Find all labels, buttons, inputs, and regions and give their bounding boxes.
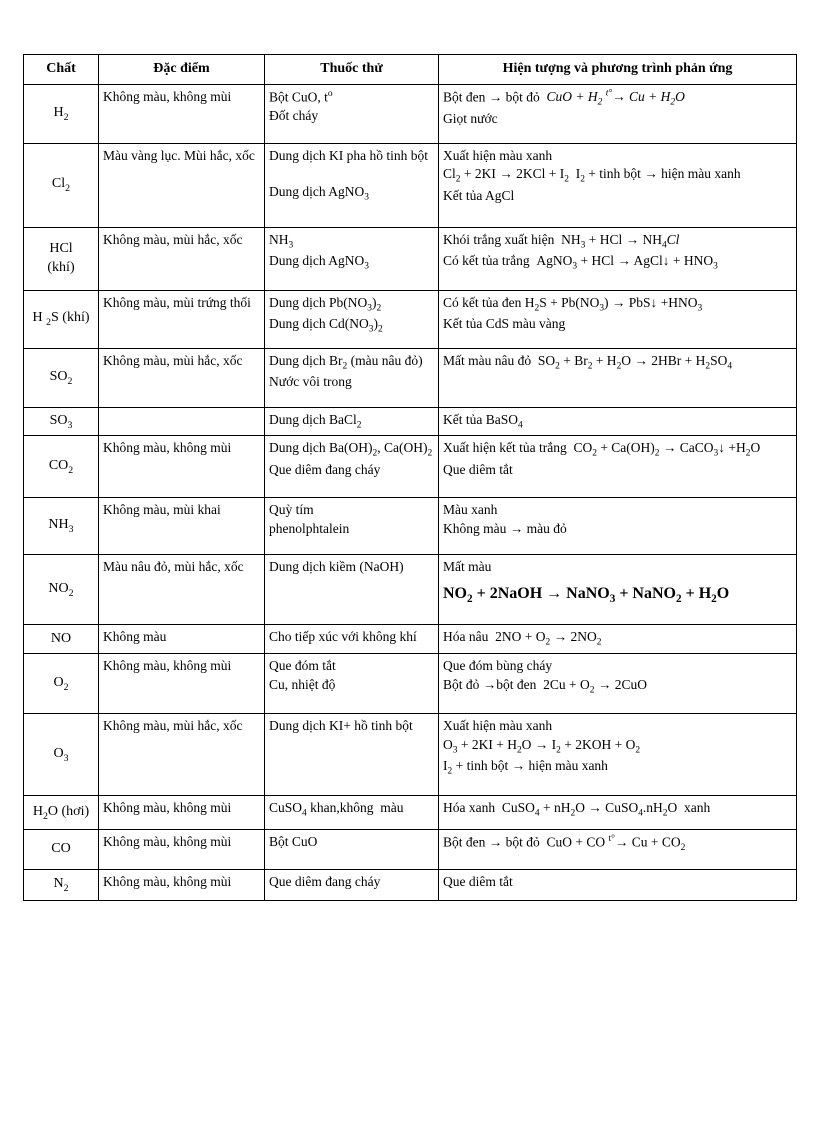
cell-hien-tuong xyxy=(439,84,797,143)
header-hien-tuong: Hiện tượng và phương trình phản ứng xyxy=(439,55,797,85)
table-row xyxy=(24,555,797,625)
phenomenon-line: Kết tủa CdS màu vàng xyxy=(443,316,566,332)
reagent-line: Dung dịch AgNO$_3$ xyxy=(269,184,369,204)
table-header-row xyxy=(24,55,797,85)
phenomenon-line: Bột đen → bột đỏ CuO + $H_2$ $^{t^\circ}\to Cu + H_2O$ xyxy=(443,88,685,109)
header-thuoc-thu: Thuốc thử xyxy=(265,55,439,85)
reagent-line: Cho tiếp xúc với không khí xyxy=(269,629,417,645)
cell-thuoc-thu xyxy=(265,498,439,555)
cell-chat: $NO_2$ xyxy=(24,555,99,625)
cell-dac-diem: Không màu, không mùi xyxy=(99,654,265,714)
phenomenon-line: Bột đỏ →bột đen $2Cu + O_2 \to 2CuO$ xyxy=(443,676,647,696)
cell-hien-tuong xyxy=(439,830,797,870)
table-row xyxy=(24,830,797,870)
table-row xyxy=(24,654,797,714)
reagent-line: Bột CuO xyxy=(269,834,318,850)
cell-hien-tuong xyxy=(439,407,797,435)
phenomenon-line: $I_2$ + tinh bột → hiện màu xanh xyxy=(443,757,608,777)
cell-dac-diem: Không màu, không mùi xyxy=(99,84,265,143)
cell-chat: $SO_2$ xyxy=(24,348,99,407)
cell-hien-tuong xyxy=(439,654,797,714)
table-row xyxy=(24,498,797,555)
cell-dac-diem: Không màu, mùi khai xyxy=(99,498,265,555)
reagent-line: Cu, nhiệt độ xyxy=(269,676,336,692)
table-row xyxy=(24,84,797,143)
cell-dac-diem: Không màu xyxy=(99,625,265,654)
reagent-line: Dung dịch AgNO$_3$ xyxy=(269,253,369,273)
cell-hien-tuong xyxy=(439,625,797,654)
phenomenon-line: $NO_2$ + 2NaOH → NaNO$_3$ + NaNO$_2$ + $H_2O$ xyxy=(443,584,730,605)
phenomenon-line: Màu xanh xyxy=(443,502,498,518)
phenomenon-line: $O_3 + 2KI + H_2O \to I_2 + 2KOH + O_2$ xyxy=(443,736,641,756)
phenomenon-line: Que diêm tắt xyxy=(443,461,513,477)
phenomenon-line: Hóa nâu $2NO + O_2 \to 2NO_2$ xyxy=(443,629,602,649)
phenomenon-line: Xuất hiện kết tủa trắng $CO_2 + Ca(OH)_2$ → CaCO$_3$↓ $+H_2O$ xyxy=(443,440,761,460)
reagent-line: Đốt cháy xyxy=(269,107,319,123)
reagent-line: Dung dịch KI pha hồ tinh bột xyxy=(269,147,428,163)
reagent-line: phenolphtalein xyxy=(269,520,350,536)
cell-thuoc-thu xyxy=(265,870,439,901)
cell-dac-diem: Không màu, mùi hắc, xốc xyxy=(99,227,265,290)
cell-thuoc-thu xyxy=(265,143,439,227)
header-chat: Chất xyxy=(24,55,99,85)
phenomenon-line: Mất màu nâu đỏ $SO_2 + Br_2 + H_2O \to 2HBr + H_2SO_4$ xyxy=(443,352,733,372)
reagent-line: Dung dịch KI+ hồ tinh bột xyxy=(269,718,413,734)
cell-hien-tuong xyxy=(439,796,797,830)
cell-hien-tuong xyxy=(439,436,797,498)
cell-dac-diem: Không màu, mùi hắc, xốc xyxy=(99,714,265,796)
phenomenon-line: Kết tủa AgCl xyxy=(443,187,515,203)
table-row xyxy=(24,290,797,348)
cell-dac-diem: Màu vàng lục. Mùi hắc, xốc xyxy=(99,143,265,227)
cell-chat: $O_3$ xyxy=(24,714,99,796)
cell-thuoc-thu xyxy=(265,555,439,625)
table-row xyxy=(24,227,797,290)
cell-hien-tuong xyxy=(439,348,797,407)
table-row xyxy=(24,436,797,498)
cell-chat: CO xyxy=(24,830,99,870)
cell-chat: $O_2$ xyxy=(24,654,99,714)
reagent-line: Dung dịch BaCl$_2$ xyxy=(269,411,362,431)
table-row xyxy=(24,348,797,407)
phenomenon-line: Có kết tủa trắng AgNO$_3$ + HCl → AgCl↓ + $HNO_3$ xyxy=(443,253,718,273)
cell-chat: H $_2$S (khí) xyxy=(24,290,99,348)
table-row xyxy=(24,143,797,227)
reagent-line: CuSO$_4$ khan,không màu xyxy=(269,800,404,820)
reagent-line: Quỳ tím xyxy=(269,502,314,518)
cell-thuoc-thu xyxy=(265,407,439,435)
cell-chat: $CO_2$ xyxy=(24,436,99,498)
cell-hien-tuong xyxy=(439,143,797,227)
cell-chat: $N_2$ xyxy=(24,870,99,901)
table-row xyxy=(24,796,797,830)
reagent-line: Nước vôi trong xyxy=(269,374,352,390)
table-row xyxy=(24,870,797,901)
reagent-line: Dung dịch $Pb(NO_3)_2$ xyxy=(269,294,382,314)
header-dac-diem: Đặc điểm xyxy=(99,55,265,85)
table-row xyxy=(24,407,797,435)
phenomenon-line: Giọt nước xyxy=(443,110,498,126)
cell-dac-diem: Không màu, mùi hắc, xốc xyxy=(99,348,265,407)
cell-chat: $Cl_2$ xyxy=(24,143,99,227)
cell-chat: HCl (khí) xyxy=(24,227,99,290)
phenomenon-line: Không màu → màu đỏ xyxy=(443,520,567,536)
cell-dac-diem: Không màu, không mùi xyxy=(99,830,265,870)
cell-thuoc-thu xyxy=(265,348,439,407)
reagent-line: Dung dịch kiềm (NaOH) xyxy=(269,559,404,575)
phenomenon-line: Hóa xanh CuSO$_4$ + $nH_2O$ → $CuSO_4.nH_2O$ xanh xyxy=(443,800,711,820)
reagent-line: Dung dịch $Br_2$ (màu nâu đỏ) xyxy=(269,352,423,372)
reagent-line: Que diêm đang cháy xyxy=(269,461,381,477)
cell-dac-diem xyxy=(99,407,265,435)
cell-hien-tuong xyxy=(439,498,797,555)
cell-dac-diem: Không màu, mùi trứng thối xyxy=(99,290,265,348)
phenomenon-line: Mất màu xyxy=(443,559,492,575)
phenomenon-line: Xuất hiện màu xanh xyxy=(443,718,553,734)
phenomenon-line: Que diêm tắt xyxy=(443,874,513,890)
cell-dac-diem: Không màu, không mùi xyxy=(99,436,265,498)
cell-hien-tuong xyxy=(439,870,797,901)
cell-thuoc-thu xyxy=(265,625,439,654)
reagent-line: Dung dịch $Ba(OH)_2$, $Ca(OH)_2$ xyxy=(269,440,433,460)
cell-thuoc-thu xyxy=(265,714,439,796)
cell-dac-diem: Màu nâu đỏ, mùi hắc, xốc xyxy=(99,555,265,625)
reagent-line: Que diêm đang cháy xyxy=(269,874,381,890)
cell-thuoc-thu xyxy=(265,227,439,290)
table-row xyxy=(24,625,797,654)
cell-thuoc-thu xyxy=(265,84,439,143)
cell-hien-tuong xyxy=(439,290,797,348)
cell-hien-tuong xyxy=(439,555,797,625)
gas-identification-table xyxy=(23,54,797,901)
cell-hien-tuong xyxy=(439,714,797,796)
phenomenon-line: $Cl_2 + 2KI \to 2KCl + I_2$ $I_2$ + tinh bột → hiện màu xanh xyxy=(443,166,741,185)
cell-chat: $NH_3$ xyxy=(24,498,99,555)
cell-thuoc-thu xyxy=(265,290,439,348)
cell-thuoc-thu xyxy=(265,654,439,714)
phenomenon-line: Có kết tủa đen $H_2S + Pb(NO_3)$ → PbS↓ $+HNO_3$ xyxy=(443,294,703,314)
table-row xyxy=(24,714,797,796)
cell-dac-diem: Không màu, không mùi xyxy=(99,870,265,901)
phenomenon-line: Que đóm bùng cháy xyxy=(443,658,553,674)
phenomenon-line: Kết tủa BaSO$_4$ xyxy=(443,411,523,431)
cell-thuoc-thu xyxy=(265,830,439,870)
phenomenon-line: Bột đen → bột đỏ CuO + CO $^{t^\circ}\to Cu + CO_2$ xyxy=(443,834,686,854)
cell-thuoc-thu xyxy=(265,796,439,830)
reagent-line: Que đóm tắt xyxy=(269,658,336,674)
cell-chat: $H_2$ xyxy=(24,84,99,143)
reagent-line: $NH_3$ xyxy=(269,231,294,251)
cell-chat: NO xyxy=(24,625,99,654)
reagent-line: Dung dịch $Cd(NO_3)_2$ xyxy=(269,316,383,336)
reagent-line xyxy=(269,165,434,183)
phenomenon-line: Khói trắng xuất hiện $NH_3$ + HCl → $NH_4Cl$ xyxy=(443,231,680,251)
cell-chat: $SO_3$ xyxy=(24,407,99,435)
cell-chat: $H_2O$ (hơi) xyxy=(24,796,99,830)
cell-hien-tuong xyxy=(439,227,797,290)
cell-thuoc-thu xyxy=(265,436,439,498)
phenomenon-line: Xuất hiện màu xanh xyxy=(443,147,553,163)
cell-dac-diem: Không màu, không mùi xyxy=(99,796,265,830)
reagent-line: Bột CuO, $t^o$ xyxy=(269,88,333,105)
